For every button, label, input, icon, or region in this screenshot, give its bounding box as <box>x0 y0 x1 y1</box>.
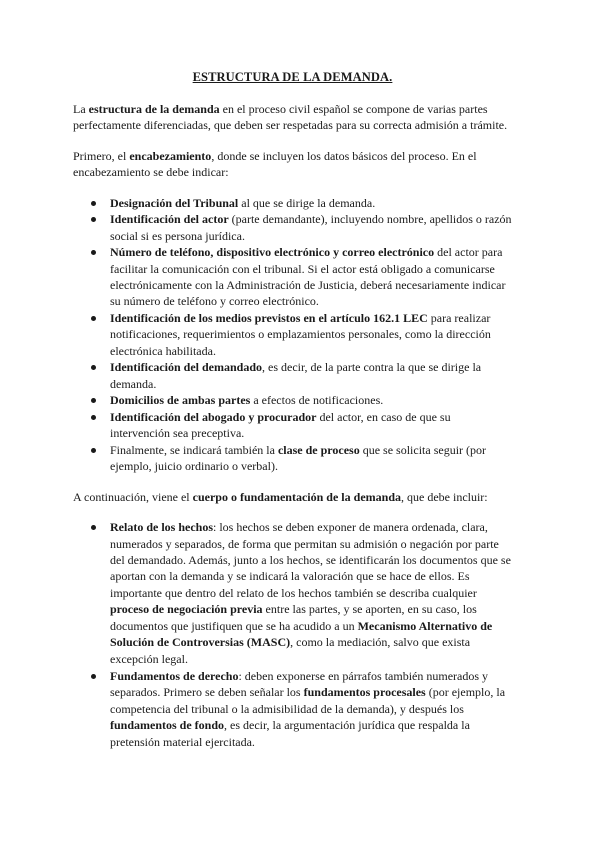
text: en el proceso civil español se compone de varias partes perfectamente diferenciadas, que deben ser respetadas para su correcta admisión a trámite. <box>73 102 508 133</box>
bold-term: Relato de los hechos <box>110 520 213 535</box>
bold-term: encabezamiento <box>129 148 212 163</box>
text: , que debe incluir: <box>401 489 488 504</box>
document-title <box>73 70 512 85</box>
encabezamiento-list <box>73 195 512 475</box>
list-item <box>110 310 512 359</box>
title-text: ESTRUCTURA DE LA DEMANDA. <box>192 70 393 84</box>
bold-term: cuerpo o fundamentación de la demanda <box>192 489 401 504</box>
bullet-icon <box>91 525 96 530</box>
bold-term: fundamentos procesales <box>303 685 426 700</box>
list-item <box>110 409 512 442</box>
bold-term: proceso de negociación previa <box>110 602 263 617</box>
bold-term: Designación del Tribunal <box>110 195 239 210</box>
text: al que se dirige la demanda. <box>238 195 376 210</box>
bold-term: Mecanismo Alternativo de Solución de Controversias (MASC) <box>110 618 493 650</box>
list-item-fundamentos <box>110 668 512 750</box>
intro-paragraph <box>73 101 512 134</box>
bold-term: Identificación del abogado y procurador <box>110 410 317 425</box>
bold-term: estructura de la demanda <box>88 102 220 116</box>
bullet-icon <box>91 365 96 370</box>
bullet-icon <box>91 201 96 206</box>
bold-term: Identificación del actor <box>110 212 229 227</box>
text: , como la mediación, salvo que exista excepción legal. <box>110 635 471 666</box>
bullet-icon <box>91 217 96 222</box>
encabezamiento-paragraph <box>73 148 512 181</box>
text: para realizar notificaciones, requerimientos o emplazamientos personales, como la dirección electrónica habilitada. <box>110 311 491 358</box>
list-item-relato <box>110 519 512 667</box>
bullet-icon <box>91 415 96 420</box>
text: del actor, en caso de que su intervención sea preceptiva. <box>110 410 451 441</box>
list-item <box>110 195 512 211</box>
text: (parte demandante), incluyendo nombre, apellidos o razón social si es persona jurídica. <box>110 212 512 243</box>
bold-term: Domicilios de ambas partes <box>110 393 251 408</box>
bullet-icon <box>91 398 96 403</box>
text: Primero, el <box>73 148 130 163</box>
text: , es decir, de la parte contra la que se dirige la demanda. <box>110 360 482 391</box>
text: a efectos de notificaciones. <box>250 393 384 408</box>
text: La <box>73 102 89 116</box>
cuerpo-paragraph <box>73 489 512 505</box>
bold-term: Número de teléfono, dispositivo electrónico y correo electrónico <box>110 245 435 260</box>
text: Finalmente, se indicará también la <box>110 443 278 458</box>
bold-term: fundamentos de fondo <box>110 718 225 733</box>
list-item <box>110 211 512 244</box>
bold-term: clase de proceso <box>277 443 360 458</box>
text: que se solicita seguir (por ejemplo, juicio ordinario o verbal). <box>110 443 487 474</box>
bold-term: Fundamentos de derecho <box>110 668 239 683</box>
text: : deben exponerse en párrafos también numerados y separados. Primero se deben señalar los <box>110 668 489 700</box>
text: (por ejemplo, la competencia del tribunal o la admisibilidad de la demanda), y después los <box>110 685 506 716</box>
list-item <box>110 392 512 408</box>
text: : los hechos se deben exponer de manera ordenada, clara, numerados y separados, de forma que permitan su admisión o negación por parte del demandado. Además, junto a los hechos, se identificarán los documentos que se aportan con la demanda y se indicará la valoración que se hace de ellos. Es importante que dentro del relato de los hechos también se describa cualquier <box>110 520 511 600</box>
bold-term: Identificación de los medios previstos en el artículo 162.1 LEC <box>110 311 428 326</box>
bullet-icon <box>91 448 96 453</box>
list-item <box>110 244 512 310</box>
text: entre las partes, y se aporten, en su caso, los documentos que justifiquen que se ha acudido a un <box>110 602 477 633</box>
bold-term: Identificación del demandado <box>110 360 263 375</box>
text: A continuación, viene el <box>73 489 193 504</box>
bullet-icon <box>91 316 96 321</box>
bullet-icon <box>91 250 96 255</box>
text: del actor para facilitar la comunicación con el tribunal. Si el actor está obligado a comunicarse electrónicamente con la Administración de Justicia, deberá necesariamente indicar su número de teléfono y correo electrónico. <box>110 245 506 309</box>
list-item <box>110 442 512 475</box>
text: , donde se incluyen los datos básicos del proceso. En el encabezamiento se debe indicar: <box>73 148 477 180</box>
list-item <box>110 359 512 392</box>
bullet-icon <box>91 674 96 679</box>
cuerpo-list <box>73 519 512 750</box>
text: , es decir, la argumentación jurídica que respalda la pretensión material ejercitada. <box>110 718 470 749</box>
